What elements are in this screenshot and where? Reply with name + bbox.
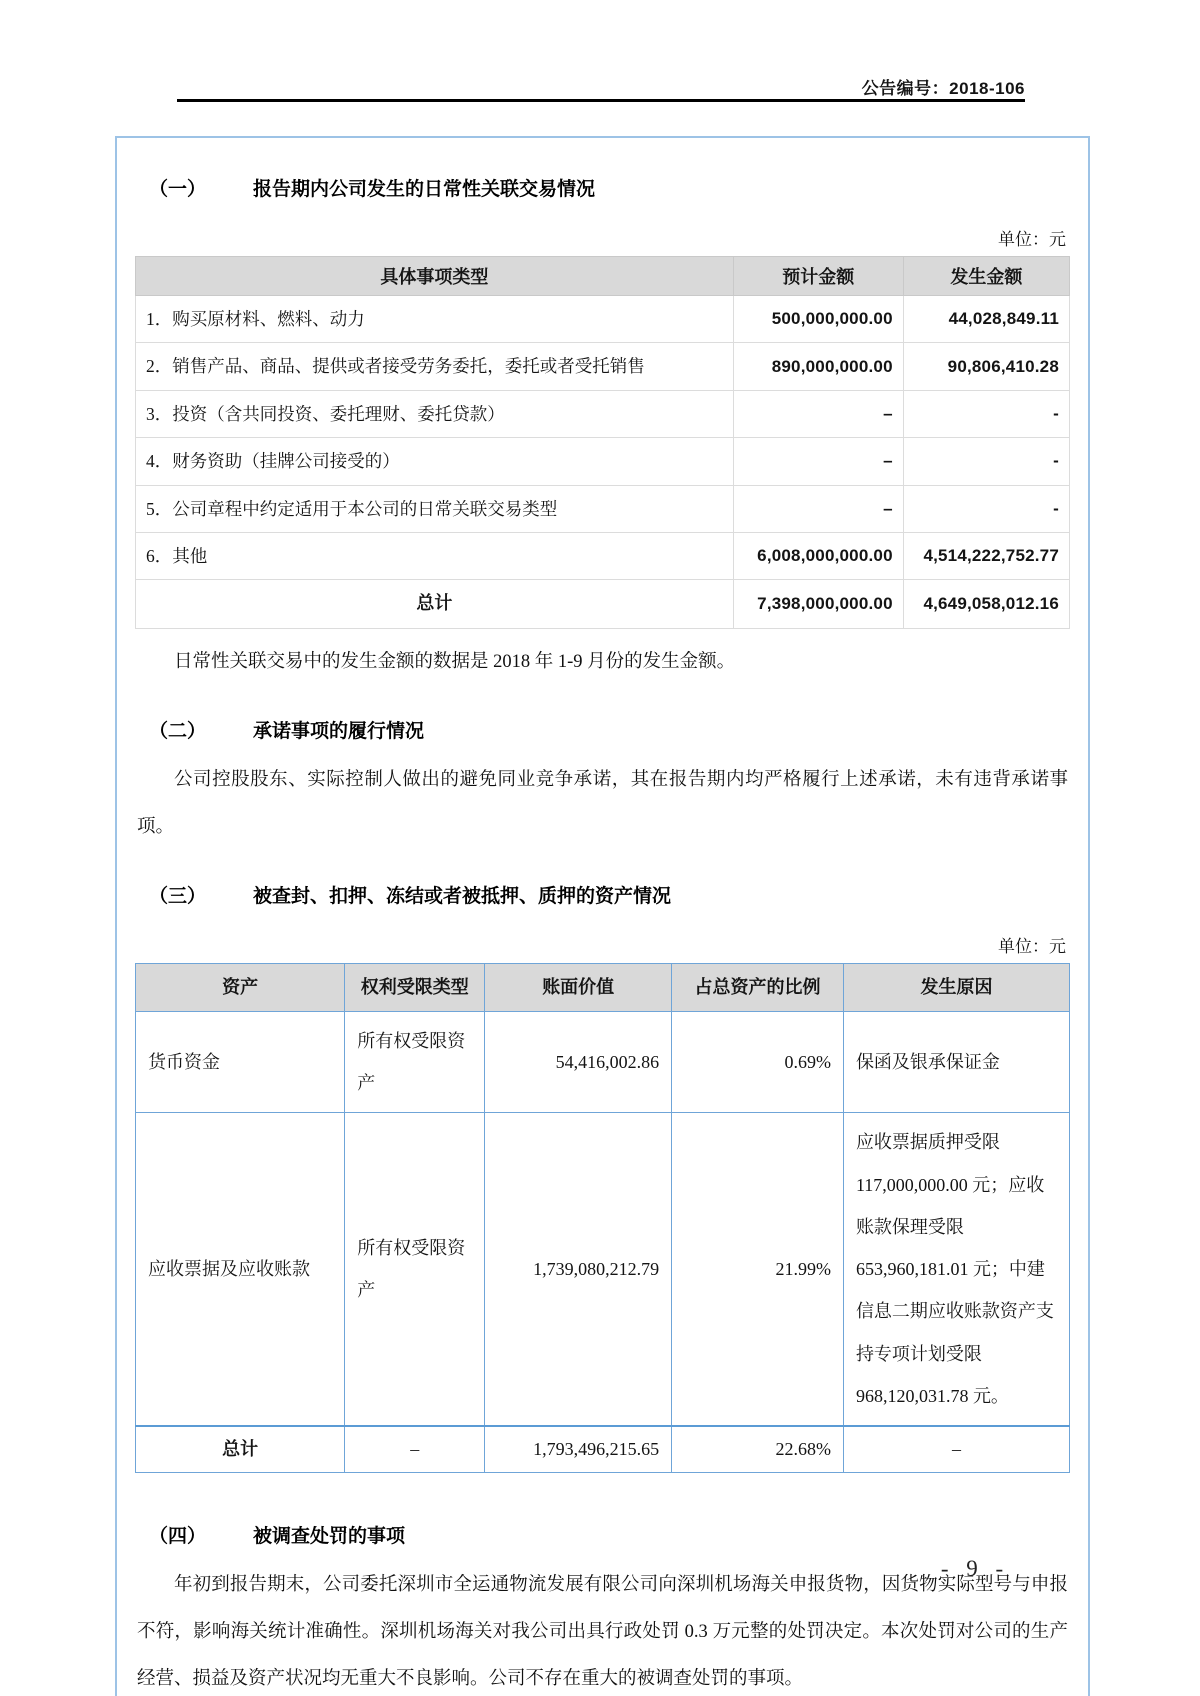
table1-row1-actual: 44,028,849.11 xyxy=(903,296,1069,343)
table1-total-label: 总计 xyxy=(136,580,734,628)
table1-header-type: 具体事项类型 xyxy=(136,257,734,296)
table1-row1-label: 1．购买原材料、燃料、动力 xyxy=(136,296,734,343)
announcement-number: 公告编号：2018-106 xyxy=(861,79,1025,98)
table1-header-actual: 发生金额 xyxy=(903,257,1069,296)
table-row xyxy=(136,390,1070,437)
table-row xyxy=(136,485,1070,532)
table2-header-reason: 发生原因 xyxy=(843,964,1069,1012)
table2-header-book-value: 账面价值 xyxy=(485,964,672,1012)
section-4-number: （四） xyxy=(149,1526,207,1548)
table2-row2-asset: 应收票据及应收账款 xyxy=(136,1113,345,1427)
section-3-number: （三） xyxy=(149,886,207,908)
section-4-title: 被调查处罚的事项 xyxy=(253,1526,406,1548)
table1-row2-label: 2．销售产品、商品、提供或者接受劳务委托，委托或者受托销售 xyxy=(136,343,734,390)
table1-row5-estimated: – xyxy=(733,485,903,532)
section-4-paragraph: 年初到报告期末，公司委托深圳市全运通物流发展有限公司向深圳机场海关申报货物，因货物实际型号与申报不符，影响海关统计准确性。深圳机场海关对我公司出具行政处罚 0.3 万元整的处罚决定。本次处罚对公司的生产经营、损益及资产状况均无重大不良影响。公司不存在重大的被调查处罚的事项。 xyxy=(137,1575,1068,1690)
table2-row2-ratio: 21.99% xyxy=(672,1113,844,1427)
section-3-title: 被查封、扣押、冻结或者被抵押、质押的资产情况 xyxy=(253,886,672,908)
section-1-heading xyxy=(149,174,1070,201)
table2-row1-book-value: 54,416,002.86 xyxy=(485,1011,672,1113)
table1-row3-estimated: – xyxy=(733,390,903,437)
table-row xyxy=(136,532,1070,579)
table1-row4-label: 4．财务资助（挂牌公司接受的） xyxy=(136,438,734,485)
table2-row2-reason: 应收票据质押受限 117,000,000.00 元；应收账款保理受限 653,960,181.01 元；中建信息二期应收账款资产支持专项计划受限 968,120,031.78 元。 xyxy=(843,1113,1069,1427)
table1-row5-label: 5．公司章程中约定适用于本公司的日常关联交易类型 xyxy=(136,485,734,532)
header-rule xyxy=(177,99,1025,102)
section-1-title: 报告期内公司发生的日常性关联交易情况 xyxy=(253,179,596,200)
unit-label-1: 单位：元 xyxy=(998,230,1066,249)
table2-total-row xyxy=(136,1426,1070,1472)
unit-label-2: 单位：元 xyxy=(998,937,1066,957)
table2-total-label: 总计 xyxy=(136,1426,345,1472)
table1-header-row xyxy=(136,257,1070,296)
table2-row1-reason: 保函及银承保证金 xyxy=(843,1011,1069,1113)
table-row xyxy=(136,296,1070,343)
table1-row5-actual: - xyxy=(903,485,1069,532)
page-number: - 9 - xyxy=(940,1556,1010,1581)
table2-header-row xyxy=(136,964,1070,1012)
table-row xyxy=(136,1113,1070,1427)
table1-row6-actual: 4,514,222,752.77 xyxy=(903,532,1069,579)
section-2-paragraph: 公司控股股东、实际控制人做出的避免同业竞争承诺，其在报告期内均严格履行上述承诺，未有违背承诺事项。 xyxy=(137,769,1068,837)
section-1-note: 日常性关联交易中的发生金额的数据是 2018 年 1-9 月份的发生金额。 xyxy=(174,651,736,672)
table2-total-restriction: – xyxy=(345,1426,485,1472)
restricted-assets-table xyxy=(135,963,1070,1473)
section-4-heading xyxy=(149,1521,1070,1548)
table2-row1-asset: 货币资金 xyxy=(136,1011,345,1113)
content-box xyxy=(115,136,1090,1696)
table1-row3-actual: - xyxy=(903,390,1069,437)
table1-row3-label: 3．投资（含共同投资、委托理财、委托贷款） xyxy=(136,390,734,437)
section-2-number: （二） xyxy=(149,720,207,742)
section-2-heading xyxy=(149,716,1070,743)
related-transactions-table xyxy=(135,256,1070,629)
table1-row4-estimated: – xyxy=(733,438,903,485)
table1-row6-label: 6．其他 xyxy=(136,532,734,579)
table2-row2-book-value: 1,739,080,212.79 xyxy=(485,1113,672,1427)
table1-total-row xyxy=(136,580,1070,628)
table2-row1-ratio: 0.69% xyxy=(672,1011,844,1113)
table-row xyxy=(136,1011,1070,1113)
table1-row4-actual: - xyxy=(903,438,1069,485)
table1-header-estimated: 预计金额 xyxy=(733,257,903,296)
table-row xyxy=(136,343,1070,390)
table1-row2-estimated: 890,000,000.00 xyxy=(733,343,903,390)
table1-row6-estimated: 6,008,000,000.00 xyxy=(733,532,903,579)
section-2-title: 承诺事项的履行情况 xyxy=(253,720,425,742)
table2-total-ratio: 22.68% xyxy=(672,1426,844,1472)
table-row xyxy=(136,438,1070,485)
table2-row1-restriction: 所有权受限资产 xyxy=(345,1011,485,1113)
section-1-number: （一） xyxy=(149,179,207,200)
table2-header-ratio: 占总资产的比例 xyxy=(672,964,844,1012)
table2-header-restriction-type: 权利受限类型 xyxy=(345,964,485,1012)
table1-total-estimated: 7,398,000,000.00 xyxy=(733,580,903,628)
table1-row1-estimated: 500,000,000.00 xyxy=(733,296,903,343)
table1-total-actual: 4,649,058,012.16 xyxy=(903,580,1069,628)
table2-row2-restriction: 所有权受限资产 xyxy=(345,1113,485,1427)
table2-header-asset: 资产 xyxy=(136,964,345,1012)
table1-row2-actual: 90,806,410.28 xyxy=(903,343,1069,390)
table2-total-book-value: 1,793,496,215.65 xyxy=(485,1426,672,1472)
table2-total-reason: – xyxy=(843,1426,1069,1472)
section-3-heading xyxy=(149,881,1070,908)
